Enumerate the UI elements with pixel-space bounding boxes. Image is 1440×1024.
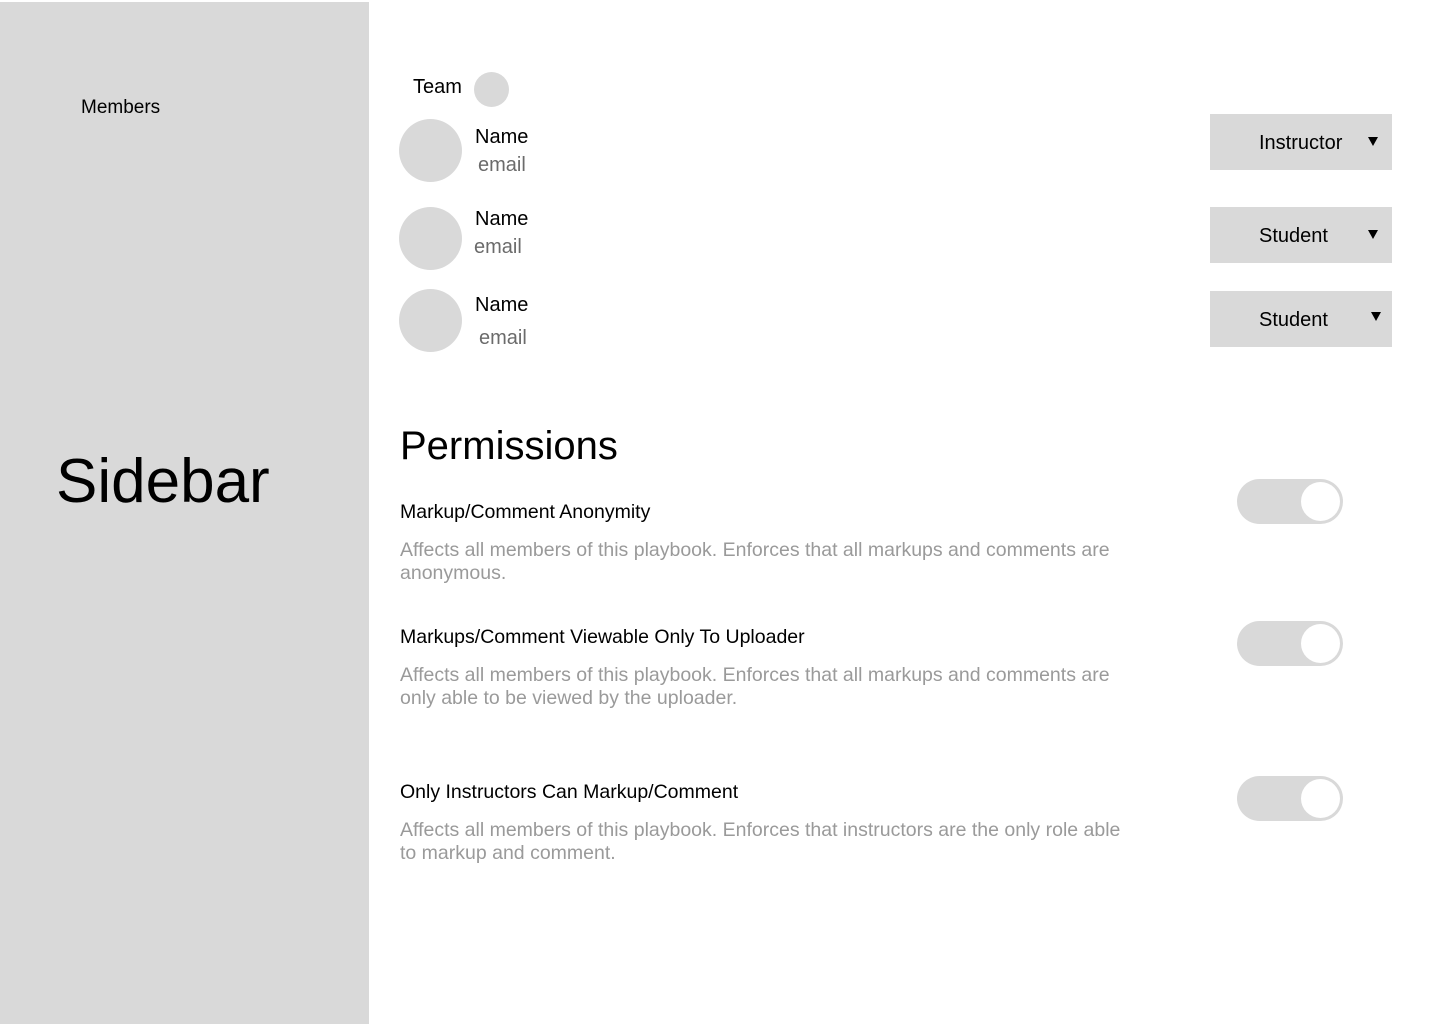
member-avatar (399, 119, 462, 182)
member-row (399, 207, 1392, 271)
member-name: Name (475, 294, 529, 316)
member-email: email (479, 327, 527, 349)
role-dropdown-value: Instructor (1259, 132, 1343, 154)
permission-toggle-anonymity[interactable] (1237, 479, 1343, 524)
toggle-knob (1301, 482, 1340, 521)
sidebar (0, 2, 369, 1024)
permission-toggle-instructors-only[interactable] (1237, 776, 1343, 821)
permission-title: Only Instructors Can Markup/Comment (400, 781, 739, 803)
role-dropdown[interactable] (1210, 291, 1392, 347)
member-name: Name (475, 126, 529, 148)
permission-description: Affects all members of this playbook. Enforces that instructors are the only role able to markup and comment. (400, 819, 1121, 864)
caret-down-icon (1368, 137, 1378, 146)
toggle-knob (1301, 624, 1340, 663)
toggle-knob (1301, 779, 1340, 818)
sidebar-item-members[interactable]: Members (81, 97, 161, 118)
member-row (399, 119, 1392, 183)
team-heading: Team (413, 76, 462, 98)
member-avatar (399, 289, 462, 352)
permission-title: Markup/Comment Anonymity (400, 501, 651, 523)
member-email: email (474, 236, 522, 258)
member-name: Name (475, 208, 529, 230)
role-dropdown[interactable] (1210, 114, 1392, 170)
member-row (399, 289, 1392, 353)
role-dropdown-value: Student (1259, 309, 1328, 331)
team-avatar (474, 72, 509, 107)
permissions-title: Permissions (400, 424, 618, 468)
caret-down-icon (1368, 230, 1378, 239)
member-avatar (399, 207, 462, 270)
permission-toggle-uploader-only[interactable] (1237, 621, 1343, 666)
caret-down-icon (1371, 312, 1381, 321)
member-email: email (478, 154, 526, 176)
permission-title: Markups/Comment Viewable Only To Uploader (400, 626, 805, 648)
permission-description: Affects all members of this playbook. Enforces that all markups and comments are anonymous. (400, 539, 1110, 584)
role-dropdown-value: Student (1259, 225, 1328, 247)
sidebar-placeholder-label: Sidebar (56, 447, 270, 516)
role-dropdown[interactable] (1210, 207, 1392, 263)
permission-description: Affects all members of this playbook. Enforces that all markups and comments are only able to be viewed by the uploader. (400, 664, 1110, 709)
